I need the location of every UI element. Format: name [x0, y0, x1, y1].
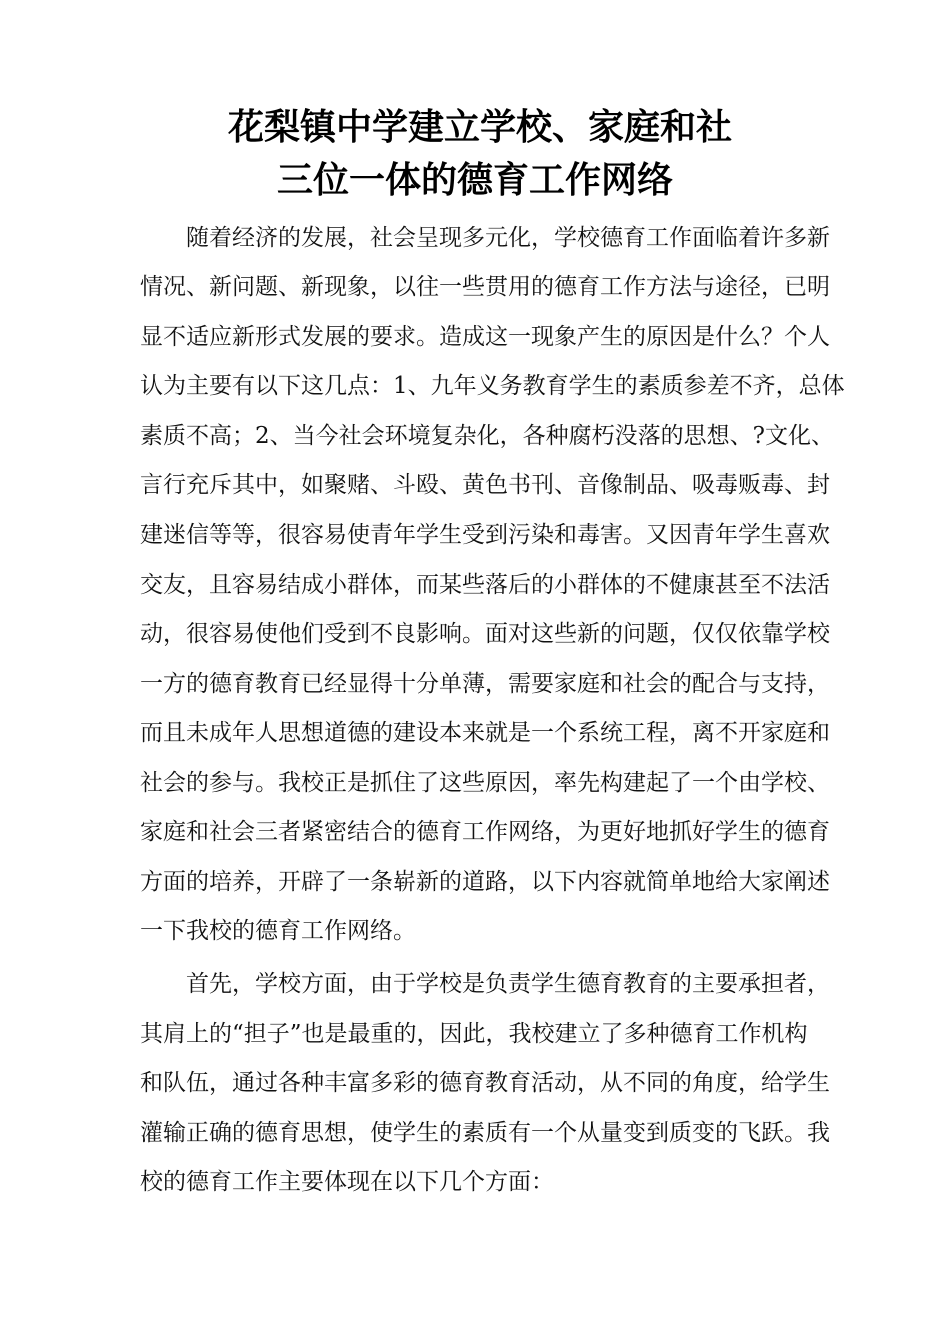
paragraph-line: 言行充斥其中，如聚赌、斗殴、黄色书刊、音像制品、吸毒贩毒、封 [140, 472, 830, 498]
paragraph-line: 首先，学校方面，由于学校是负责学生德育教育的主要承担者， [186, 971, 830, 997]
paragraph-line: 动，很容易使他们受到不良影响。面对这些新的问题，仅仅依靠学校 [140, 621, 830, 647]
paragraph-line: 社会的参与。我校正是抓住了这些原因，率先构建起了一个由学校、 [140, 770, 830, 796]
paragraph-line: 建迷信等等，很容易使青年学生受到污染和毒害。又因青年学生喜欢 [140, 522, 830, 548]
paragraph-line: 和队伍，通过各种丰富多彩的德育教育活动，从不同的角度，给学生 [140, 1070, 830, 1096]
paragraph-line: 校的德育工作主要体现在以下几个方面： [140, 1169, 554, 1195]
paragraph-line: 其肩上的“担子”也是最重的，因此，我校建立了多种德育工作机构 [140, 1021, 808, 1047]
paragraph-line: 情况、新问题、新现象，以往一些贯用的德育工作方法与途径，已明 [140, 274, 830, 300]
document-title-line-1: 花梨镇中学建立学校、家庭和社 [227, 107, 732, 148]
paragraph-line: 素质不高；2、当今社会环境复杂化，各种腐朽没落的思想、?文化、 [140, 423, 834, 449]
paragraph-line: 而且未成年人思想道德的建设本来就是一个系统工程，离不开家庭和 [140, 720, 830, 746]
paragraph-line: 家庭和社会三者紧密结合的德育工作网络，为更好地抓好学生的德育 [140, 819, 830, 845]
paragraph-line: 一方的德育教育已经显得十分单薄，需要家庭和社会的配合与支持， [140, 671, 830, 697]
paragraph-line: 一下我校的德育工作网络。 [140, 918, 416, 944]
paragraph-line: 认为主要有以下这几点：1、九年义务教育学生的素质参差不齐，总体 [140, 373, 845, 399]
paragraph-line: 交友，且容易结成小群体，而某些落后的小群体的不健康甚至不法活 [140, 572, 830, 598]
paragraph-line: 灌输正确的德育思想，使学生的素质有一个从量变到质变的飞跃。我 [140, 1120, 830, 1146]
paragraph-line: 方面的培养，开辟了一条崭新的道路，以下内容就简单地给大家阐述 [140, 869, 830, 895]
document-title-line-2: 三位一体的德育工作网络 [276, 160, 673, 201]
paragraph-line: 随着经济的发展，社会呈现多元化，学校德育工作面临着许多新 [186, 225, 830, 251]
paragraph-line: 显不适应新形式发展的要求。造成这一现象产生的原因是什么？个人 [140, 324, 830, 350]
